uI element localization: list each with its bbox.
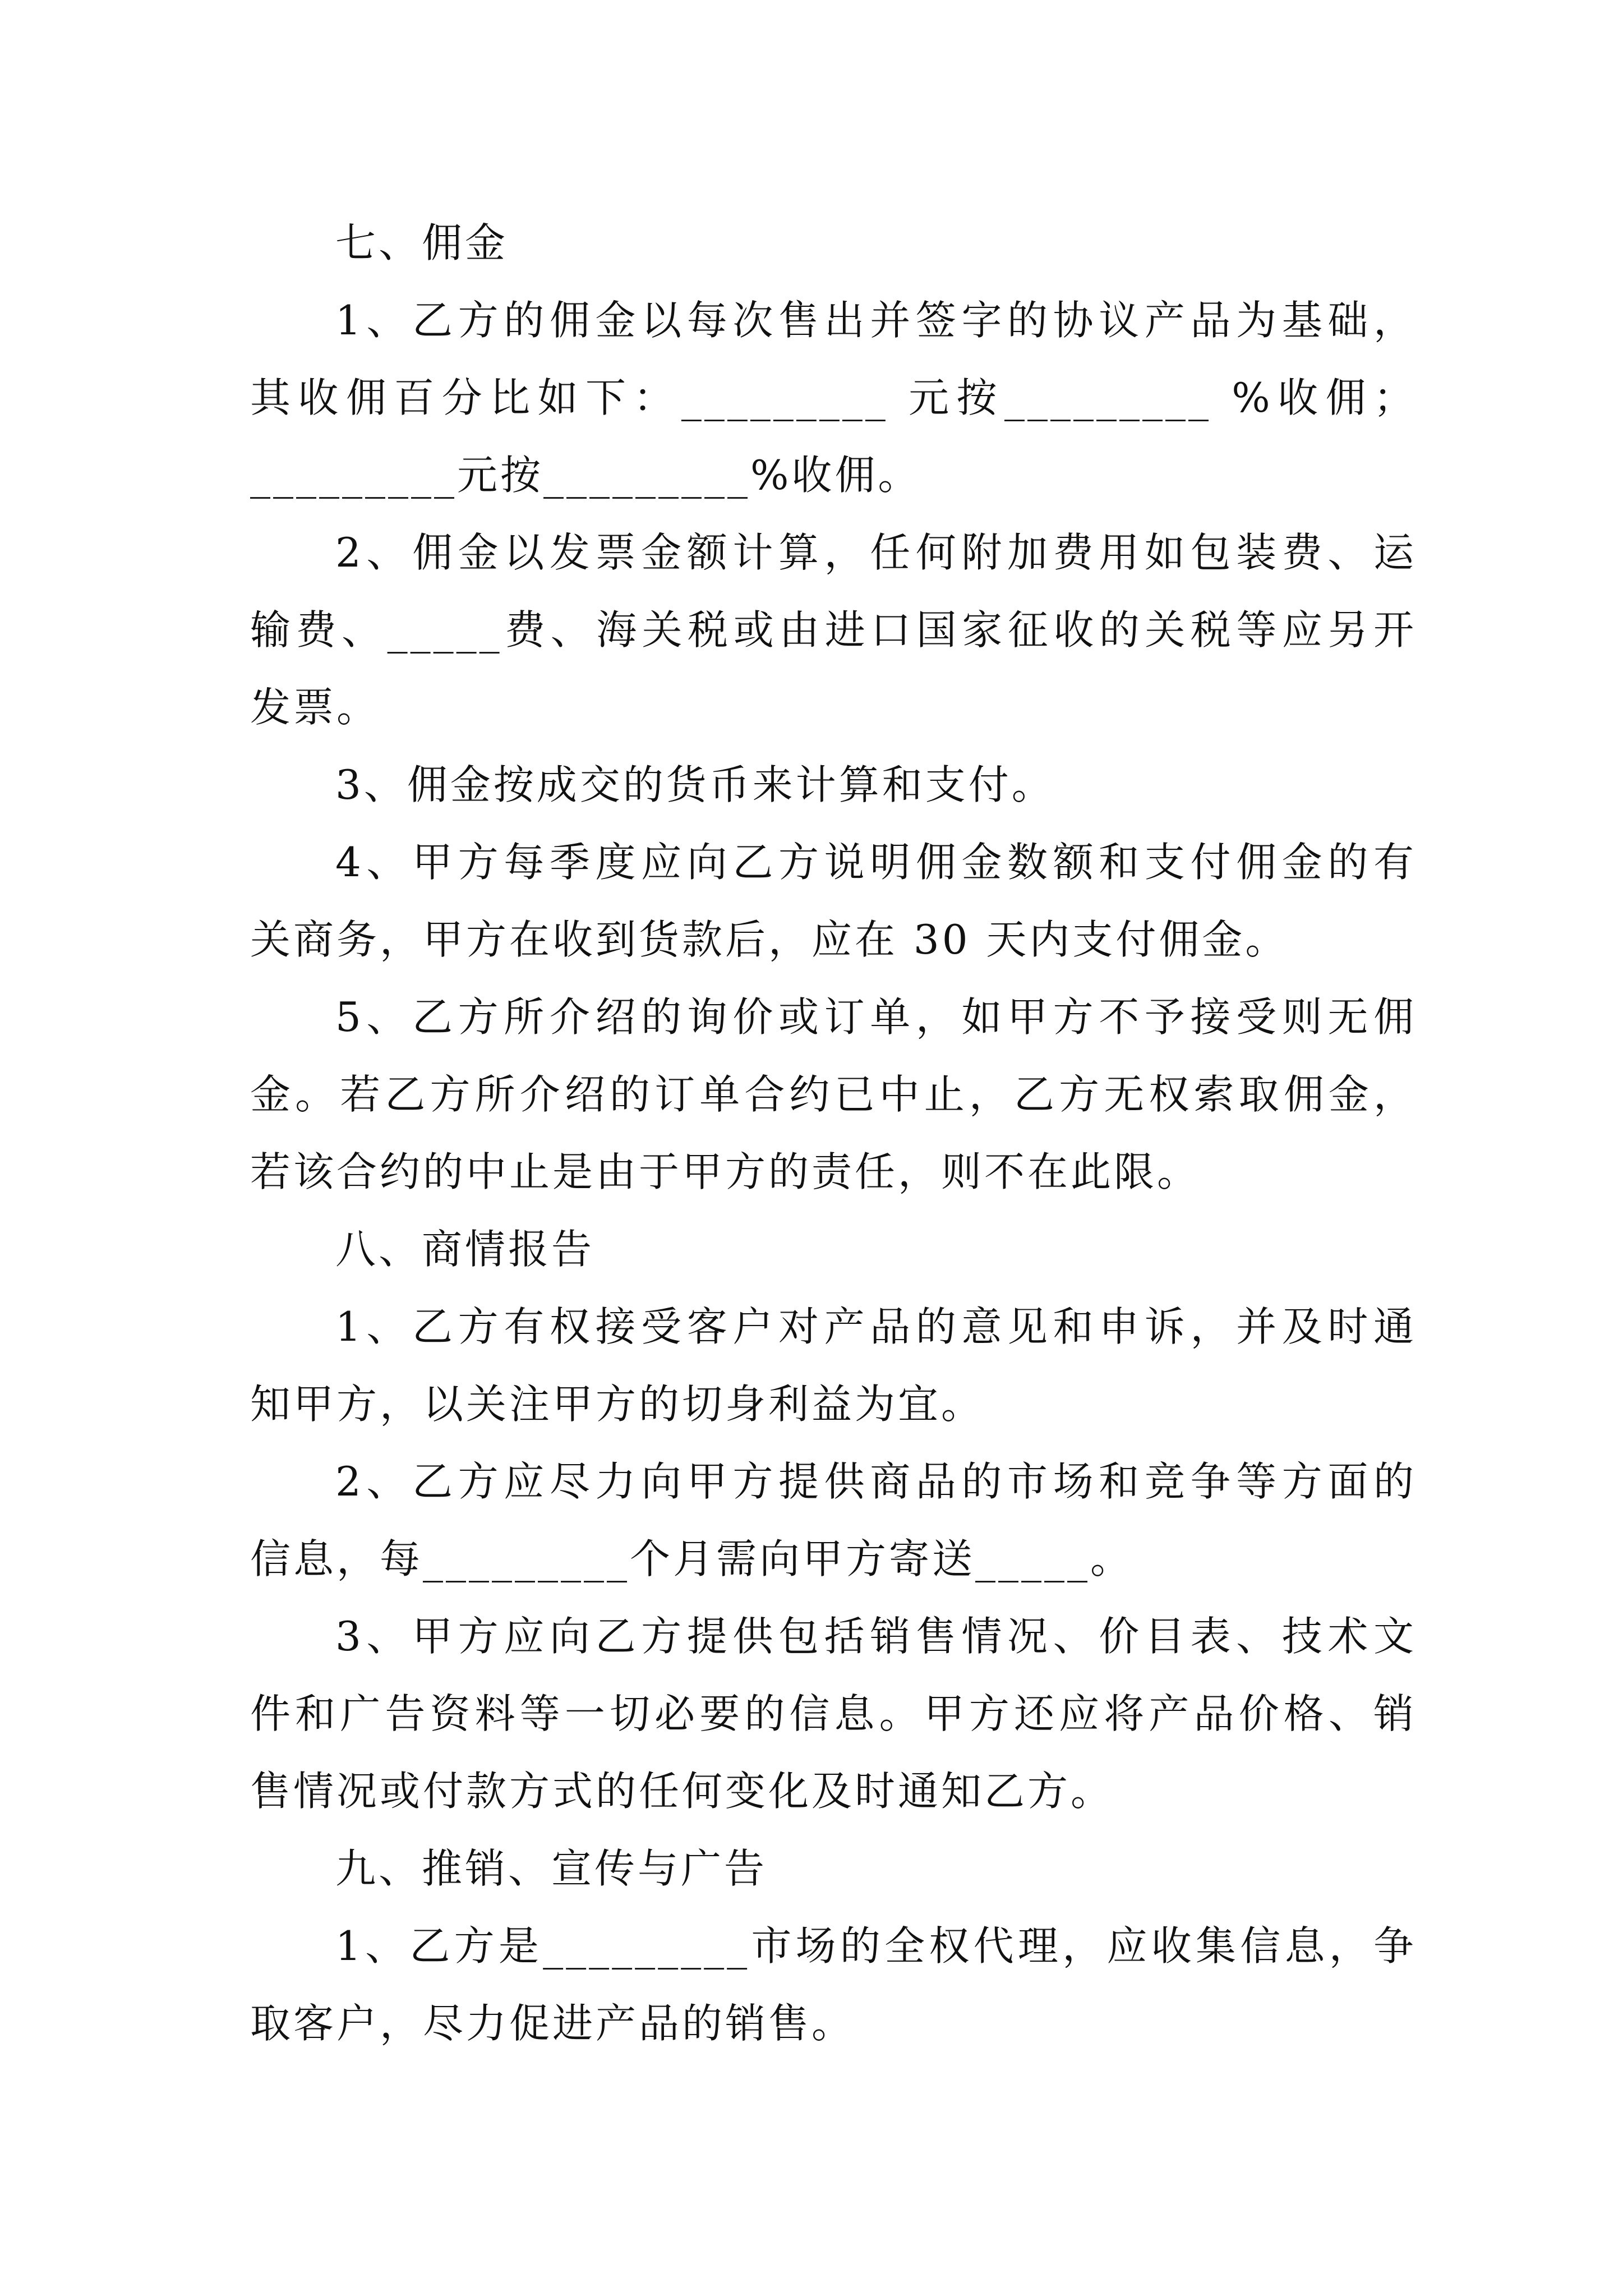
paragraph-line: 5、乙方所介绍的询价或订单，如甲方不予接受则无佣 — [335, 993, 1417, 1041]
paragraph-line: 2、乙方应尽力向甲方提供商品的市场和竞争等方面的 — [335, 1458, 1417, 1505]
paragraph-line: 2、佣金以发票金额计算，任何附加费用如包装费、运 — [335, 529, 1417, 576]
paragraph-line: _________元按_________%收佣。 — [250, 452, 921, 499]
paragraph-line: 1、乙方的佣金以每次售出并签字的协议产品为基础， — [335, 297, 1417, 344]
paragraph-line: 件和广告资料等一切必要的信息。甲方还应将产品价格、销 — [250, 1690, 1417, 1737]
paragraph-line: 4、甲方每季度应向乙方说明佣金数额和支付佣金的有 — [335, 839, 1417, 886]
paragraph-line: 金。若乙方所介绍的订单合约已中止，乙方无权索取佣金， — [250, 1071, 1417, 1118]
paragraph-line: 发票。 — [250, 684, 380, 731]
paragraph-line: 信息，每_________个月需向甲方寄送_____。 — [250, 1535, 1134, 1582]
paragraph-line: 若该合约的中止是由于甲方的责任，则不在此限。 — [250, 1148, 1201, 1195]
paragraph-line: 知甲方，以关注甲方的切身利益为宜。 — [250, 1381, 985, 1428]
paragraph-line: 输费、_____费、海关税或由进口国家征收的关税等应另开 — [250, 606, 1417, 654]
paragraph-line: 1、乙方是_________市场的全权代理，应收集信息，争 — [335, 1922, 1417, 1970]
section-heading-business-report: 八、商情报告 — [335, 1226, 595, 1273]
paragraph-line: 售情况或付款方式的任何变化及时通知乙方。 — [250, 1768, 1114, 1815]
section-heading-promotion: 九、推销、宣传与广告 — [335, 1845, 768, 1892]
paragraph-line: 3、甲方应向乙方提供包括销售情况、价目表、技术文 — [335, 1613, 1417, 1660]
paragraph-line: 取客户，尽力促进产品的销售。 — [250, 2000, 855, 2047]
paragraph-line: 3、佣金按成交的货币来计算和支付。 — [335, 761, 1055, 808]
document-body — [250, 204, 1417, 2062]
section-heading-commission: 七、佣金 — [335, 219, 509, 266]
paragraph-line: 其收佣百分比如下：_________ 元按_________ %收佣； — [250, 374, 1417, 421]
paragraph-line: 1、乙方有权接受客户对产品的意见和申诉，并及时通 — [335, 1303, 1417, 1350]
paragraph-line: 关商务，甲方在收到货款后，应在 30 天内支付佣金。 — [250, 916, 1289, 963]
